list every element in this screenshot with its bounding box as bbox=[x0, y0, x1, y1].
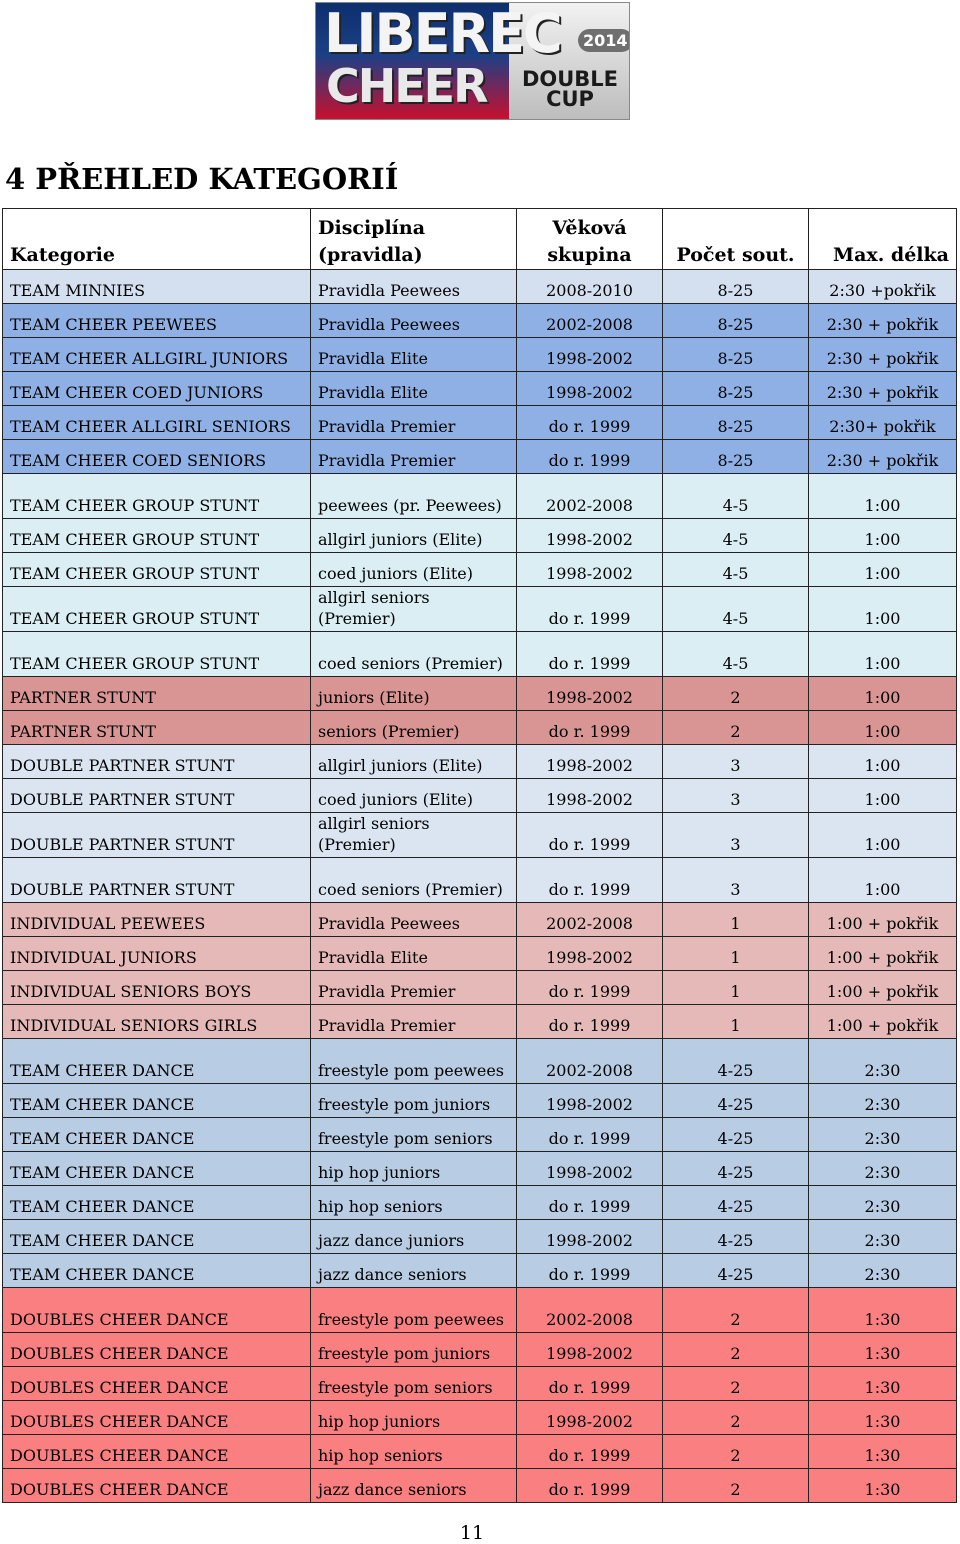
cell-disciplina: freestyle pom seniors bbox=[311, 1118, 517, 1152]
cell-kategorie: DOUBLES CHEER DANCE bbox=[3, 1401, 311, 1435]
cell-kategorie: TEAM CHEER DANCE bbox=[3, 1152, 311, 1186]
header-disciplina: Disciplína (pravidla) bbox=[311, 209, 517, 270]
cell-kategorie: TEAM CHEER DANCE bbox=[3, 1084, 311, 1118]
cell-vekova-skupina: 1998-2002 bbox=[517, 338, 663, 372]
cell-max-delka: 1:00 bbox=[809, 553, 957, 587]
table-row bbox=[3, 632, 957, 677]
categories-table bbox=[2, 208, 957, 1503]
cell-vekova-skupina: do r. 1999 bbox=[517, 632, 663, 677]
logo-line-cheer: CHEER bbox=[326, 59, 487, 113]
cell-disciplina: hip hop seniors bbox=[311, 1435, 517, 1469]
header-max-delka: Max. délka bbox=[809, 209, 957, 270]
cell-disciplina: allgirl juniors (Elite) bbox=[311, 745, 517, 779]
cell-disciplina: jazz dance seniors bbox=[311, 1254, 517, 1288]
table-row bbox=[3, 1288, 957, 1333]
cell-pocet-sout: 3 bbox=[663, 813, 809, 858]
cell-pocet-sout: 2 bbox=[663, 1469, 809, 1503]
cell-max-delka: 1:00 bbox=[809, 677, 957, 711]
cell-disciplina: hip hop juniors bbox=[311, 1401, 517, 1435]
cell-pocet-sout: 8-25 bbox=[663, 270, 809, 304]
table-row bbox=[3, 937, 957, 971]
cell-max-delka: 1:00 bbox=[809, 587, 957, 632]
cell-disciplina: Pravidla Premier bbox=[311, 440, 517, 474]
cell-max-delka: 2:30 + pokřik bbox=[809, 304, 957, 338]
cell-pocet-sout: 1 bbox=[663, 937, 809, 971]
table-row bbox=[3, 1084, 957, 1118]
table-row bbox=[3, 406, 957, 440]
cell-vekova-skupina: do r. 1999 bbox=[517, 1005, 663, 1039]
cell-max-delka: 2:30 + pokřik bbox=[809, 372, 957, 406]
cell-vekova-skupina: 1998-2002 bbox=[517, 519, 663, 553]
cell-disciplina: Pravidla Peewees bbox=[311, 903, 517, 937]
cell-max-delka: 1:30 bbox=[809, 1333, 957, 1367]
cell-max-delka: 2:30+ pokřik bbox=[809, 406, 957, 440]
table-row bbox=[3, 1039, 957, 1084]
cell-max-delka: 1:00 + pokřik bbox=[809, 1005, 957, 1039]
header-kategorie: Kategorie bbox=[3, 209, 311, 270]
table-row bbox=[3, 1254, 957, 1288]
cell-vekova-skupina: 2002-2008 bbox=[517, 474, 663, 519]
cell-pocet-sout: 4-25 bbox=[663, 1118, 809, 1152]
cell-kategorie: TEAM CHEER COED JUNIORS bbox=[3, 372, 311, 406]
table-row bbox=[3, 474, 957, 519]
logo-year-badge: 2014 bbox=[578, 29, 630, 52]
cell-kategorie: TEAM CHEER DANCE bbox=[3, 1039, 311, 1084]
cell-pocet-sout: 8-25 bbox=[663, 406, 809, 440]
cell-kategorie: DOUBLES CHEER DANCE bbox=[3, 1288, 311, 1333]
cell-kategorie: DOUBLE PARTNER STUNT bbox=[3, 779, 311, 813]
cell-disciplina: Pravidla Elite bbox=[311, 937, 517, 971]
cell-max-delka: 1:00 + pokřik bbox=[809, 903, 957, 937]
cell-max-delka: 1:30 bbox=[809, 1401, 957, 1435]
cell-vekova-skupina: do r. 1999 bbox=[517, 406, 663, 440]
cell-max-delka: 2:30 bbox=[809, 1254, 957, 1288]
cell-kategorie: DOUBLE PARTNER STUNT bbox=[3, 858, 311, 903]
cell-vekova-skupina: 2002-2008 bbox=[517, 304, 663, 338]
cell-pocet-sout: 2 bbox=[663, 1288, 809, 1333]
cell-vekova-skupina: 2002-2008 bbox=[517, 1288, 663, 1333]
cell-pocet-sout: 4-25 bbox=[663, 1084, 809, 1118]
cell-kategorie: INDIVIDUAL SENIORS BOYS bbox=[3, 971, 311, 1005]
cell-max-delka: 1:00 bbox=[809, 858, 957, 903]
cell-pocet-sout: 4-5 bbox=[663, 587, 809, 632]
table-row bbox=[3, 858, 957, 903]
cell-pocet-sout: 4-5 bbox=[663, 519, 809, 553]
cell-kategorie: INDIVIDUAL PEEWEES bbox=[3, 903, 311, 937]
cell-disciplina: seniors (Premier) bbox=[311, 711, 517, 745]
cell-disciplina: coed seniors (Premier) bbox=[311, 632, 517, 677]
table-row bbox=[3, 903, 957, 937]
cell-disciplina: jazz dance juniors bbox=[311, 1220, 517, 1254]
cell-disciplina: Pravidla Elite bbox=[311, 338, 517, 372]
cell-max-delka: 1:00 bbox=[809, 474, 957, 519]
cell-kategorie: INDIVIDUAL SENIORS GIRLS bbox=[3, 1005, 311, 1039]
header-vekova-skupina: Věková skupina bbox=[517, 209, 663, 270]
table-row bbox=[3, 779, 957, 813]
cell-max-delka: 2:30 bbox=[809, 1152, 957, 1186]
cell-vekova-skupina: 1998-2002 bbox=[517, 779, 663, 813]
cell-disciplina: Pravidla Elite bbox=[311, 372, 517, 406]
cell-pocet-sout: 3 bbox=[663, 745, 809, 779]
cell-kategorie: TEAM CHEER GROUP STUNT bbox=[3, 553, 311, 587]
cell-vekova-skupina: do r. 1999 bbox=[517, 971, 663, 1005]
cell-max-delka: 2:30 bbox=[809, 1039, 957, 1084]
cell-pocet-sout: 4-25 bbox=[663, 1152, 809, 1186]
cell-max-delka: 1:00 bbox=[809, 519, 957, 553]
cell-disciplina: juniors (Elite) bbox=[311, 677, 517, 711]
cell-disciplina: hip hop juniors bbox=[311, 1152, 517, 1186]
cell-vekova-skupina: do r. 1999 bbox=[517, 711, 663, 745]
cell-disciplina: freestyle pom juniors bbox=[311, 1084, 517, 1118]
cell-pocet-sout: 4-25 bbox=[663, 1039, 809, 1084]
table-row bbox=[3, 270, 957, 304]
table-row bbox=[3, 1469, 957, 1503]
cell-kategorie: TEAM CHEER GROUP STUNT bbox=[3, 519, 311, 553]
table-row bbox=[3, 553, 957, 587]
table-row bbox=[3, 971, 957, 1005]
cell-pocet-sout: 8-25 bbox=[663, 304, 809, 338]
cell-vekova-skupina: 1998-2002 bbox=[517, 553, 663, 587]
cell-disciplina: Pravidla Peewees bbox=[311, 270, 517, 304]
cell-kategorie: TEAM CHEER GROUP STUNT bbox=[3, 632, 311, 677]
cell-disciplina: Pravidla Peewees bbox=[311, 304, 517, 338]
cell-disciplina: allgirl seniors (Premier) bbox=[311, 813, 517, 858]
cell-kategorie: TEAM CHEER ALLGIRL SENIORS bbox=[3, 406, 311, 440]
cell-kategorie: TEAM CHEER DANCE bbox=[3, 1118, 311, 1152]
cell-pocet-sout: 8-25 bbox=[663, 372, 809, 406]
cell-max-delka: 1:00 bbox=[809, 632, 957, 677]
cell-kategorie: DOUBLES CHEER DANCE bbox=[3, 1333, 311, 1367]
cell-kategorie: TEAM CHEER ALLGIRL JUNIORS bbox=[3, 338, 311, 372]
cell-pocet-sout: 3 bbox=[663, 779, 809, 813]
cell-vekova-skupina: do r. 1999 bbox=[517, 1435, 663, 1469]
cell-kategorie: DOUBLES CHEER DANCE bbox=[3, 1469, 311, 1503]
cell-max-delka: 2:30 + pokřik bbox=[809, 338, 957, 372]
table-row bbox=[3, 1435, 957, 1469]
cell-disciplina: Pravidla Premier bbox=[311, 1005, 517, 1039]
cell-kategorie: PARTNER STUNT bbox=[3, 711, 311, 745]
header-pocet-sout: Počet sout. bbox=[663, 209, 809, 270]
cell-vekova-skupina: 1998-2002 bbox=[517, 1401, 663, 1435]
cell-max-delka: 1:00 bbox=[809, 745, 957, 779]
cell-max-delka: 1:30 bbox=[809, 1288, 957, 1333]
cell-disciplina: jazz dance seniors bbox=[311, 1469, 517, 1503]
table-row bbox=[3, 304, 957, 338]
cell-kategorie: TEAM CHEER DANCE bbox=[3, 1220, 311, 1254]
cell-max-delka: 1:00 bbox=[809, 813, 957, 858]
cell-vekova-skupina: do r. 1999 bbox=[517, 1254, 663, 1288]
cell-kategorie: DOUBLES CHEER DANCE bbox=[3, 1367, 311, 1401]
cell-max-delka: 1:30 bbox=[809, 1469, 957, 1503]
cell-vekova-skupina: do r. 1999 bbox=[517, 1186, 663, 1220]
cell-kategorie: DOUBLE PARTNER STUNT bbox=[3, 745, 311, 779]
cell-disciplina: freestyle pom peewees bbox=[311, 1039, 517, 1084]
table-row bbox=[3, 1367, 957, 1401]
cell-kategorie: DOUBLE PARTNER STUNT bbox=[3, 813, 311, 858]
cell-max-delka: 1:00 + pokřik bbox=[809, 971, 957, 1005]
cell-kategorie: TEAM CHEER DANCE bbox=[3, 1254, 311, 1288]
cell-max-delka: 2:30 bbox=[809, 1220, 957, 1254]
cell-vekova-skupina: 1998-2002 bbox=[517, 937, 663, 971]
cell-pocet-sout: 1 bbox=[663, 971, 809, 1005]
table-row bbox=[3, 711, 957, 745]
cell-pocet-sout: 1 bbox=[663, 903, 809, 937]
table-row bbox=[3, 519, 957, 553]
page-number: 11 bbox=[459, 1522, 485, 1544]
cell-kategorie: TEAM CHEER DANCE bbox=[3, 1186, 311, 1220]
cell-vekova-skupina: do r. 1999 bbox=[517, 813, 663, 858]
cell-pocet-sout: 1 bbox=[663, 1005, 809, 1039]
cell-vekova-skupina: 2002-2008 bbox=[517, 1039, 663, 1084]
cell-disciplina: freestyle pom peewees bbox=[311, 1288, 517, 1333]
cell-vekova-skupina: 2002-2008 bbox=[517, 903, 663, 937]
table-row bbox=[3, 1220, 957, 1254]
cell-max-delka: 1:30 bbox=[809, 1367, 957, 1401]
cell-disciplina: freestyle pom juniors bbox=[311, 1333, 517, 1367]
table-row bbox=[3, 338, 957, 372]
table-row bbox=[3, 440, 957, 474]
cell-vekova-skupina: 2008-2010 bbox=[517, 270, 663, 304]
cell-pocet-sout: 2 bbox=[663, 1333, 809, 1367]
cell-pocet-sout: 2 bbox=[663, 1401, 809, 1435]
cell-kategorie: TEAM CHEER GROUP STUNT bbox=[3, 587, 311, 632]
cell-max-delka: 2:30 +pokřik bbox=[809, 270, 957, 304]
cell-disciplina: coed juniors (Elite) bbox=[311, 779, 517, 813]
cell-kategorie: TEAM MINNIES bbox=[3, 270, 311, 304]
cell-vekova-skupina: do r. 1999 bbox=[517, 858, 663, 903]
cell-pocet-sout: 4-25 bbox=[663, 1254, 809, 1288]
cell-max-delka: 2:30 bbox=[809, 1118, 957, 1152]
cell-vekova-skupina: 1998-2002 bbox=[517, 1220, 663, 1254]
cell-max-delka: 2:30 bbox=[809, 1084, 957, 1118]
table-row bbox=[3, 372, 957, 406]
cell-disciplina: allgirl seniors (Premier) bbox=[311, 587, 517, 632]
cell-pocet-sout: 4-5 bbox=[663, 632, 809, 677]
cell-max-delka: 2:30 + pokřik bbox=[809, 440, 957, 474]
cell-kategorie: TEAM CHEER COED SENIORS bbox=[3, 440, 311, 474]
table-row bbox=[3, 813, 957, 858]
cell-vekova-skupina: do r. 1999 bbox=[517, 1118, 663, 1152]
table-row bbox=[3, 1152, 957, 1186]
cell-pocet-sout: 4-5 bbox=[663, 474, 809, 519]
table-row bbox=[3, 1118, 957, 1152]
cell-kategorie: PARTNER STUNT bbox=[3, 677, 311, 711]
table-row bbox=[3, 745, 957, 779]
table-header-row bbox=[3, 209, 957, 270]
cell-pocet-sout: 2 bbox=[663, 677, 809, 711]
cell-kategorie: INDIVIDUAL JUNIORS bbox=[3, 937, 311, 971]
cell-disciplina: hip hop seniors bbox=[311, 1186, 517, 1220]
cell-pocet-sout: 4-25 bbox=[663, 1186, 809, 1220]
table-row bbox=[3, 677, 957, 711]
cell-pocet-sout: 4-5 bbox=[663, 553, 809, 587]
cell-vekova-skupina: 1998-2002 bbox=[517, 372, 663, 406]
cell-max-delka: 1:00 bbox=[809, 779, 957, 813]
table-row bbox=[3, 1333, 957, 1367]
cell-pocet-sout: 3 bbox=[663, 858, 809, 903]
cell-pocet-sout: 8-25 bbox=[663, 338, 809, 372]
cell-disciplina: freestyle pom seniors bbox=[311, 1367, 517, 1401]
cell-kategorie: TEAM CHEER GROUP STUNT bbox=[3, 474, 311, 519]
cell-disciplina: Pravidla Premier bbox=[311, 971, 517, 1005]
cell-pocet-sout: 2 bbox=[663, 711, 809, 745]
cell-pocet-sout: 4-25 bbox=[663, 1220, 809, 1254]
cell-max-delka: 1:30 bbox=[809, 1435, 957, 1469]
cell-vekova-skupina: 1998-2002 bbox=[517, 677, 663, 711]
cell-disciplina: Pravidla Premier bbox=[311, 406, 517, 440]
cell-disciplina: coed seniors (Premier) bbox=[311, 858, 517, 903]
cell-kategorie: TEAM CHEER PEEWEES bbox=[3, 304, 311, 338]
table-row bbox=[3, 1005, 957, 1039]
cell-pocet-sout: 2 bbox=[663, 1435, 809, 1469]
cell-vekova-skupina: 1998-2002 bbox=[517, 1333, 663, 1367]
logo-line-double-cup: DOUBLE CUP bbox=[521, 67, 619, 111]
table-row bbox=[3, 1401, 957, 1435]
cell-max-delka: 2:30 bbox=[809, 1186, 957, 1220]
cell-kategorie: DOUBLES CHEER DANCE bbox=[3, 1435, 311, 1469]
cell-vekova-skupina: do r. 1999 bbox=[517, 1367, 663, 1401]
cell-vekova-skupina: 1998-2002 bbox=[517, 745, 663, 779]
section-heading: 4 PŘEHLED KATEGORIÍ bbox=[5, 162, 399, 196]
cell-disciplina: peewees (pr. Peewees) bbox=[311, 474, 517, 519]
cell-pocet-sout: 2 bbox=[663, 1367, 809, 1401]
cell-max-delka: 1:00 + pokřik bbox=[809, 937, 957, 971]
cell-vekova-skupina: do r. 1999 bbox=[517, 440, 663, 474]
table-row bbox=[3, 587, 957, 632]
table-body bbox=[3, 270, 957, 1503]
cell-vekova-skupina: do r. 1999 bbox=[517, 587, 663, 632]
logo-line-liberec: LIBEREC bbox=[324, 2, 561, 65]
cell-vekova-skupina: do r. 1999 bbox=[517, 1469, 663, 1503]
table-row bbox=[3, 1186, 957, 1220]
cell-max-delka: 1:00 bbox=[809, 711, 957, 745]
cell-disciplina: coed juniors (Elite) bbox=[311, 553, 517, 587]
event-logo bbox=[315, 2, 630, 120]
cell-pocet-sout: 8-25 bbox=[663, 440, 809, 474]
cell-disciplina: allgirl juniors (Elite) bbox=[311, 519, 517, 553]
cell-vekova-skupina: 1998-2002 bbox=[517, 1152, 663, 1186]
cell-vekova-skupina: 1998-2002 bbox=[517, 1084, 663, 1118]
